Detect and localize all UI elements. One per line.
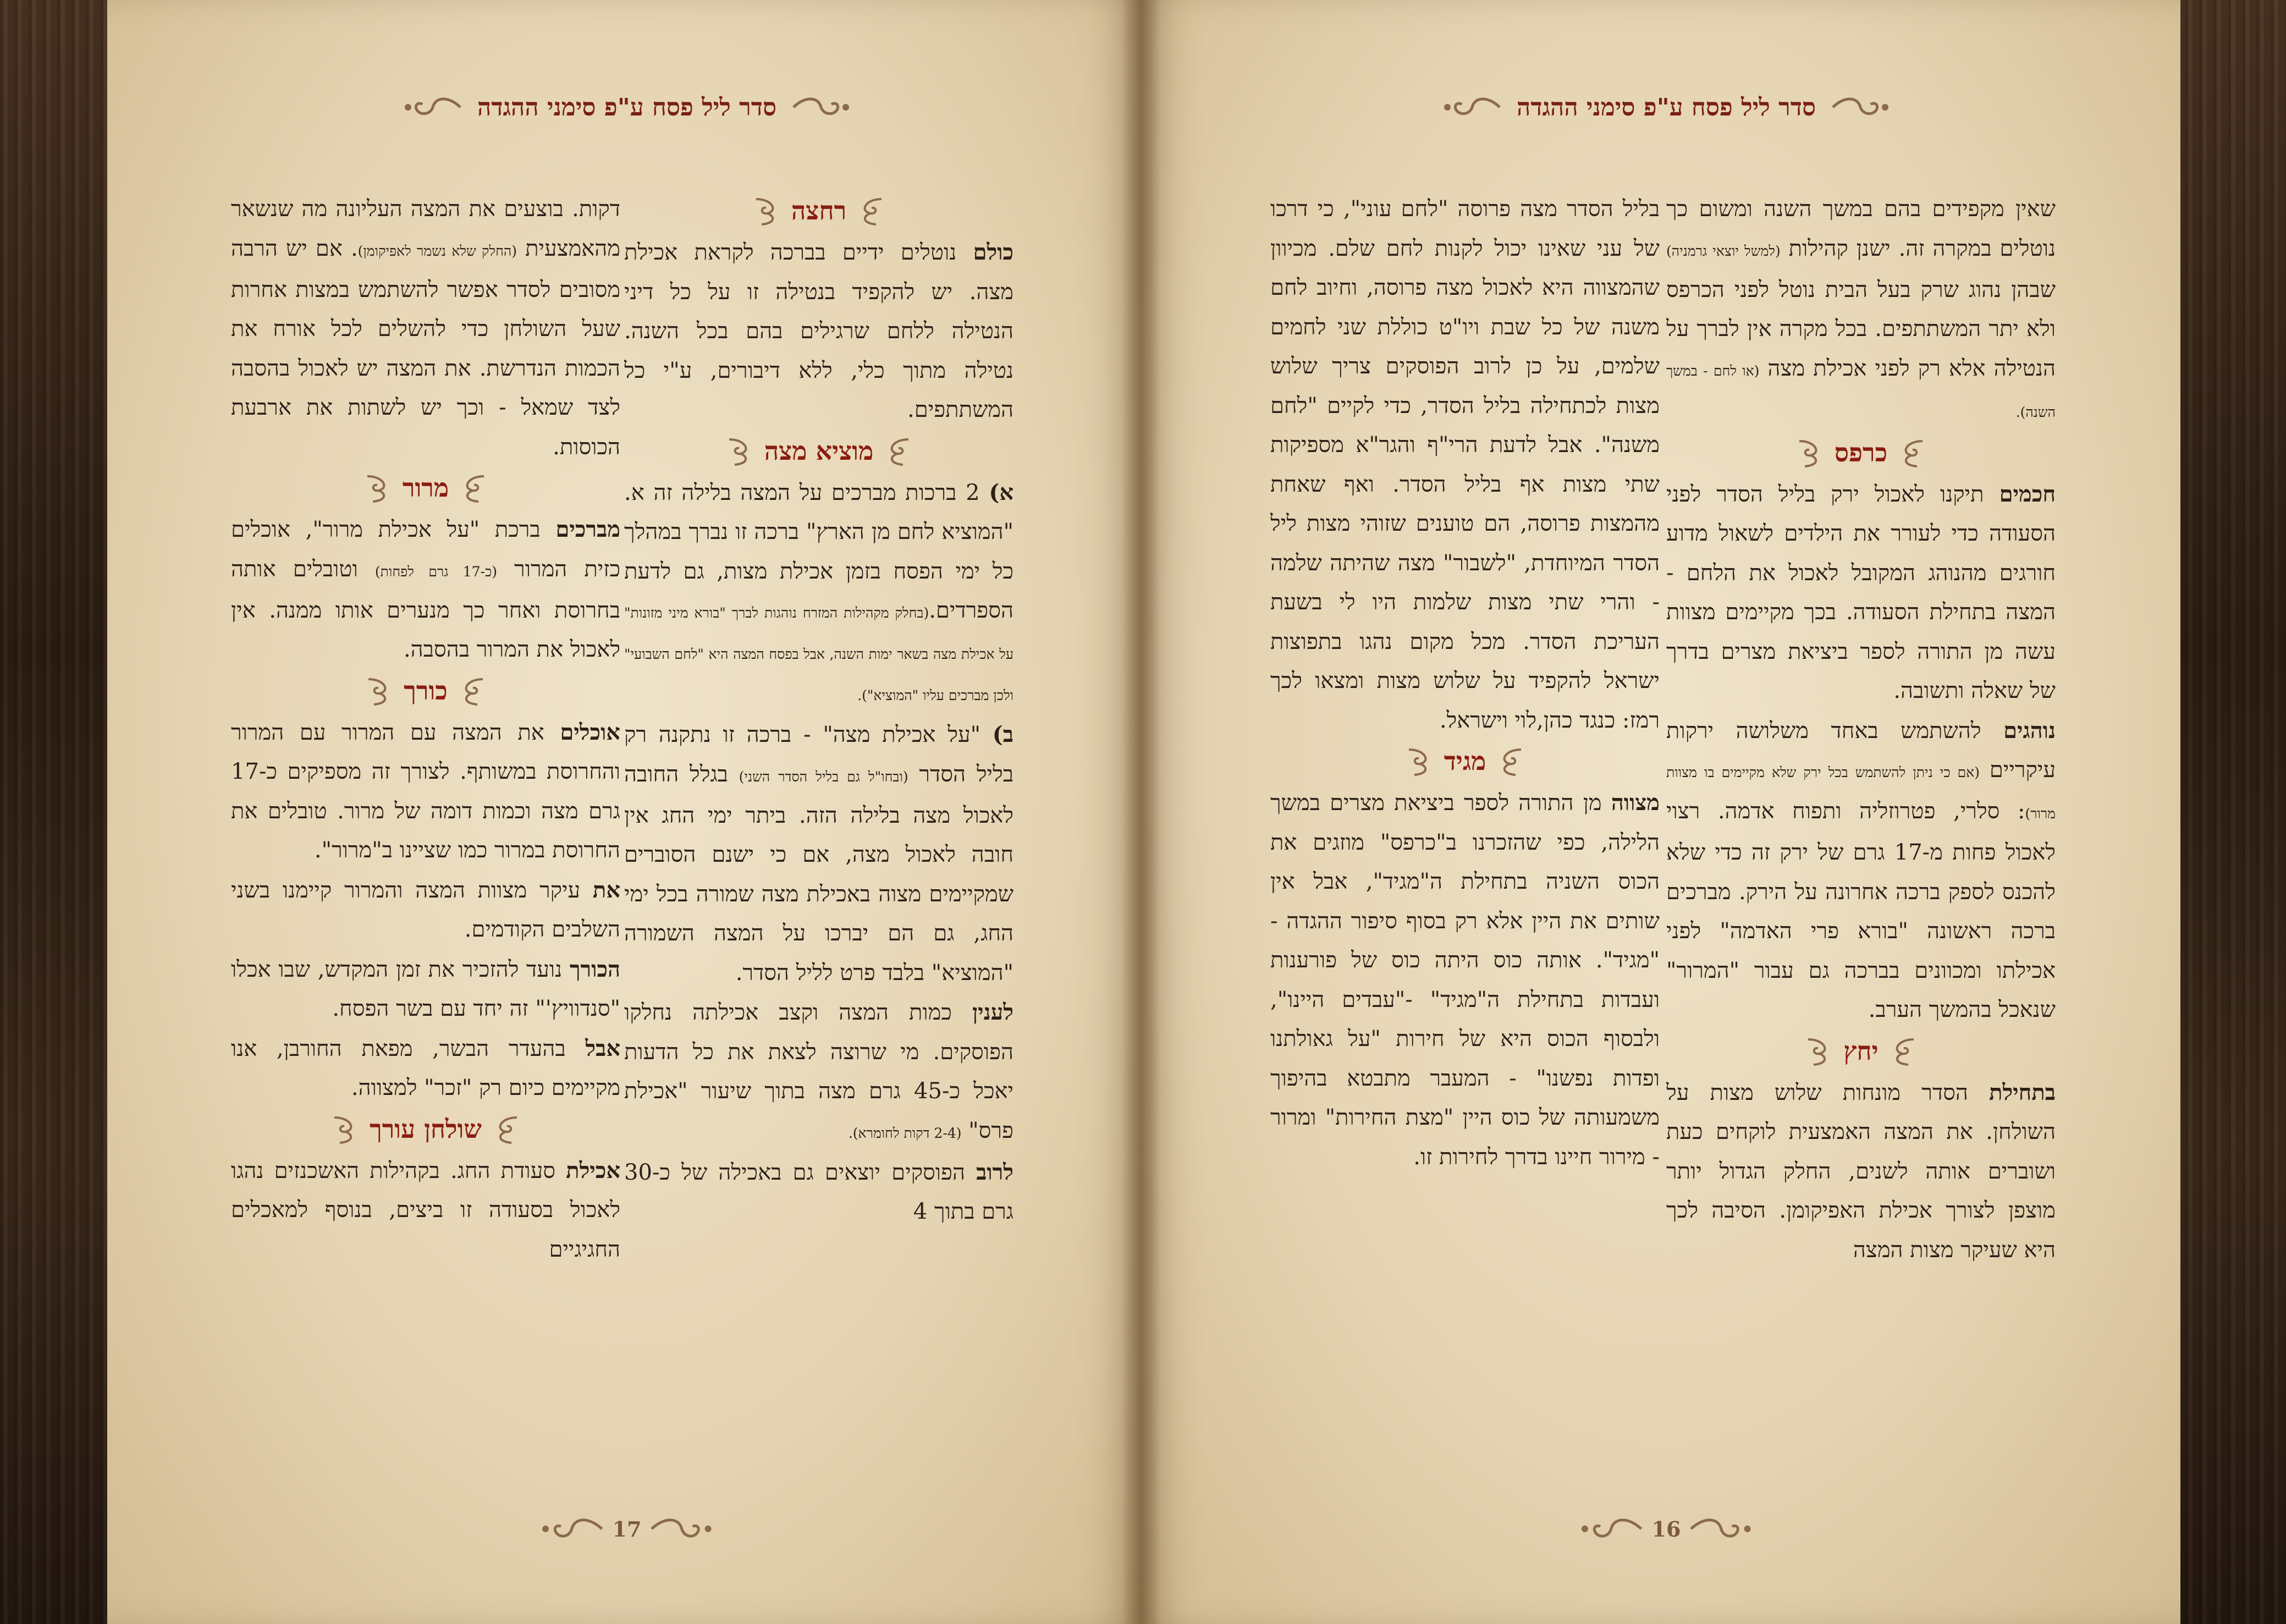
text-run: תיקנו לאכול ירק בליל הסדר לפני הסעודה כדי לעורר את הילדים לשאול מדוע חורגים מהנוהג המקובל לאכול את הלחם - המצה בתחילת הסעודה. בכך מקיימים מצוות עשה מן התורה לספר ביציאת מצרים בדרך של שאלה ותשובה. [1666,481,2056,703]
section-heading [1666,432,2056,475]
swirl-icon [363,675,395,708]
section-heading [231,670,620,713]
lead-word: ב) [992,722,1013,747]
lead-word: אוכלים [560,719,620,745]
swirl-icon [855,195,887,228]
small-note: (2-4 דקות לחומרא). [848,1125,962,1141]
section-title: מוציא מצה [764,436,874,466]
flourish-icon [403,93,463,121]
paragraph [624,993,1013,1153]
page-number: 16 [1651,1516,1681,1542]
text-column [1666,190,2056,1466]
swirl-icon [329,1113,361,1146]
page-number: 17 [612,1516,642,1542]
small-note: (ובחו"ל גם בליל הסדר השני) [739,768,908,785]
flourish-icon [1442,93,1502,121]
running-head-page-16 [1402,85,1930,129]
swirl-icon [1403,745,1435,778]
text-run: עיקר מצוות המצה והמרור קיימנו בשני השלבים הקודמים. [231,877,620,942]
text-run: שאין מקפידים בהם במשך השנה ומשום כך נוטלים במקרה זה. ישנן קהילות [1666,196,2056,261]
section-title: מרור [402,473,449,503]
book-spine [1122,0,1160,1624]
paragraph [624,233,1013,430]
lead-word: לרוב [976,1159,1013,1185]
section-heading [624,430,1013,473]
running-head-title: סדר ליל פסח ע"פ סימני ההגדה [477,93,776,122]
section-title: כורך [404,675,448,706]
swirl-icon [491,1113,522,1146]
section-title: מגיד [1444,746,1486,777]
text-run: נוטלים ידיים בברכה לקראת אכילת מצה. יש להקפיד בנטילה זו על כל דיני הנטילה ללחם שרגילים בהם בכל השנה. נטילה מתוך כלי, ללא דיבורים, ע"י כל המשתתפים. [624,240,1013,422]
lead-word: נוהגים [2003,717,2056,744]
flourish-icon [1688,1513,1754,1544]
paragraph [231,713,620,871]
section-title: יחץ [1843,1036,1879,1066]
paragraph [231,1029,620,1108]
text-column [1270,190,1660,1466]
lead-word: את [592,877,620,903]
text-run: ברכת "על אכילת מרור", אוכלים כזית המרור [231,517,620,582]
section-title: כרפס [1834,437,1888,467]
text-column [231,190,620,1466]
text-run: . אם יש הרבה מסובים לסדר אפשר להשתמש במצות אחרות שעל השולחן כדי להשלים לכל אורח את הכמות הנדרשת. את המצה יש לאכול בהסבה לצד שמאל - וכך יש לשתות את ארבעת הכוסות. [231,235,620,460]
running-head-page-17 [363,85,891,129]
lead-word: הכורך [569,956,620,982]
text-run: בליל הסדר מצה פרוסה "לחם עוני", כי דרכו של עני שאינו יכול לקנות לחם שלם. מכיוון שהמצווה היא לאכול מצה פרוסה, וחיוב לחם משנה של כל שבת ויו"ט כוללת שני לחמים שלמים, על כן לרוב הפוסקים צריך שלוש מצות לכתחילה בליל הסדר, כדי לקיים "לחם משנה". אבל לדעת הרי"ף והגר"א מספיקות שתי מצות אף בליל הסדר. ואף שאחת מהמצות פרוסה, הם טוענים שזוהי מצות ליל הסדר המיוחדת, "לשבור" מצה שהיתה שלמה - והרי שתי מצות שלמות היו לי בשעת העריכת הסדר. מכל מקום נהגו בתפוצות ישראל להקפיד על שלוש מצות ומצאו לכך רמז: כנגד כהן,לוי וישראל. [1270,196,1660,733]
text-run: הפוסקים יוצאים גם באכילה של כ-30 גרם בתוך 4 [624,1159,1013,1224]
text-run: הסדר מונחות שלוש מצות על השולחן. את המצה האמצעית לוקחים כעת ושוברים אותה לשנים, החלק הגדול יותר מוצפן לצורך אכילת האפיקומן. הסיבה לכך היא שעיקר מצות המצה [1666,1080,2056,1263]
swirl-icon [724,435,756,468]
lead-word: מברכים [555,516,620,542]
text-run: סעודת החג. בקהילות האשכנזים נהגו לאכול בסעודה זו ביצים, בנוסף למאכלים החגיגיים [231,1158,620,1262]
lead-word: כולם [973,239,1013,265]
text-run: "על אכילת מצה" - ברכה זו נתקנה רק בליל הסדר [624,722,1013,787]
section-heading [231,467,620,510]
flourish-icon [1578,1513,1644,1544]
paragraph [624,715,1013,993]
wood-background-right [2171,0,2286,1624]
paragraph [624,1153,1013,1232]
small-note: (אם כי ניתן להשתמש בכל ירק שלא מקיימים בו מצוות מרור) [1666,764,2056,822]
running-head-title: סדר ליל פסח ע"פ סימני ההגדה [1517,93,1816,122]
lead-word: אכילת [566,1157,620,1183]
flourish-icon [539,1513,605,1544]
text-run: נועד להזכיר את זמן המקדש, שבו אכלו "סנדוויץ'" זה יחד עם בשר הפסח. [231,956,620,1021]
paragraph [231,1151,620,1270]
paragraph [1666,475,2056,711]
paragraph [231,510,620,670]
paragraph [1666,190,2056,432]
section-title: שולחן עורך [370,1114,482,1144]
swirl-icon [1887,1035,1919,1068]
paragraph [231,950,620,1029]
swirl-icon [1794,437,1826,470]
lead-word: אבל [585,1035,620,1061]
text-run: בגלל החובה לאכול מצה בלילה הזה. ביתר ימי החג אין חובה לאכול מצה, אם כי ישנם הסוברים שמקיימים מצוה באכילת מצה שמורה בכל ימי החג, גם הם יברכו על המצה השמורה "המוציא" בלבד פרט לליל הסדר. [624,761,1013,986]
section-heading [1666,1030,2056,1073]
text-run: וטובלים אותה בחרוסת ואחר כך מנערים אותו ממנה. אין לאכול את המרור בהסבה. [231,556,620,662]
text-run: שבהן נהוג שרק בעל הבית נוטל לפני הכרפס ולא יתר המשתתפים. בכל מקרה אין לברך על הנטילה אלא רק לפני אכילת מצה [1666,277,2056,381]
flourish-icon [791,93,851,121]
page-number-16 [1578,1510,1754,1548]
small-note: (בחלק מקהילות המזרח נוהגות לברך "בורא מיני מזונות" על אכילת מצה בשאר ימות השנה, אבל בפסח המצה היא "לחם השבועי" ולכן מברכים עליו "המוציא"). [624,605,1013,703]
lead-word: חכמים [1999,481,2056,507]
paragraph [231,190,620,467]
flourish-icon [1830,93,1891,121]
text-run: דקות. בוצעים את המצה העליונה מה שנשאר מהאמצעית [231,196,620,261]
swirl-icon [458,472,489,505]
text-run: בהעדר הבשר, מפאת החורבן, אנו מקיימים כיום רק "זכר" למצווה. [231,1036,620,1100]
small-note: (כ-17 גרם לפחות) [374,563,497,580]
paragraph [1270,190,1660,740]
swirl-icon [751,195,783,228]
lead-word: בתחילת [1989,1079,2056,1105]
wood-background-left [0,0,115,1624]
paragraph [1666,1073,2056,1270]
swirl-icon [1803,1035,1835,1068]
text-run: : סלרי, פטרוזליה ותפוח אדמה. רצוי לאכול פחות מ-17 גרם של ירק זה כדי שלא להכנס לספק ברכה אחרונה על הירק. מברכים ברכה ראשונה "בורא פרי האדמה" לפני אכילתו ומכוונים בברכה גם עבור "המרור" שנאכל בהמשך הערב. [1666,799,2056,1022]
lead-word: לענין [972,999,1013,1025]
section-heading [231,1108,620,1151]
flourish-icon [649,1513,715,1544]
text-run: 2 ברכות מברכים על המצה בלילה זה א. "המוציא לחם מן הארץ" ברכה זו נברך במהלך כל ימי הפסח בזמן אכילת מצות, גם לדעת הספרדים. [624,480,1013,623]
swirl-icon [362,472,394,505]
text-run: את המצה עם המרור עם המרור והחרוסת במשותף. לצורך זה מספיקים כ-17 גרם מצה וכמות דומה של מרור. טובלים את החרוסת במרור כמו שציינו ב"מרור". [231,719,620,863]
swirl-icon [1896,437,1928,470]
small-note: (החלק שלא נשמר לאפיקומן) [357,243,517,259]
section-title: רחצה [791,196,847,226]
small-note: (למשל יוצאי גרמניה) [1666,243,1781,259]
swirl-icon [456,675,488,708]
swirl-icon [882,435,914,468]
paragraph [231,871,620,950]
text-run: כמות המצה וקצב אכילתה נחלקו הפוסקים. מי שרוצה לצאת את כל הדעות יאכל כ-45 גרם מצה בתוך שיעור "אכילת פרס" [624,1000,1013,1143]
section-heading [1270,740,1660,783]
swirl-icon [1495,745,1527,778]
text-column [624,190,1013,1466]
lead-word: א) [989,479,1013,505]
paragraph [1270,783,1660,1177]
lead-word: מצווה [1611,790,1660,816]
page-number-17 [539,1510,715,1548]
small-note: (או לחם - במשך השנה). [1666,362,2056,420]
paragraph [624,473,1013,715]
text-run: מן התורה לספר ביציאת מצרים במשך הלילה, כפי שהזכרנו ב"כרפס" מוזגים את הכוס השניה בתחילת ה"מגיד", אבל אין שותים את היין אלא רק בסוף סיפור ההגדה - "מגיד". אותה כוס היתה כוס של פורענות ועבדות בתחילת ה"מגיד" -"עבדים היינו", ולבסוף הכוס היא של חירות "על גאולתנו ופדות נפשנו" - המעבר מתבטא בהיפוך משמעותה של כוס היין "מצת החירות" ומרור - מירור חיינו בדרך לחירות זו. [1270,790,1660,1170]
section-heading [624,190,1013,233]
paragraph [1666,711,2056,1030]
text-run: להשתמש באחד משלושה ירקות עיקריים [1666,718,2056,783]
